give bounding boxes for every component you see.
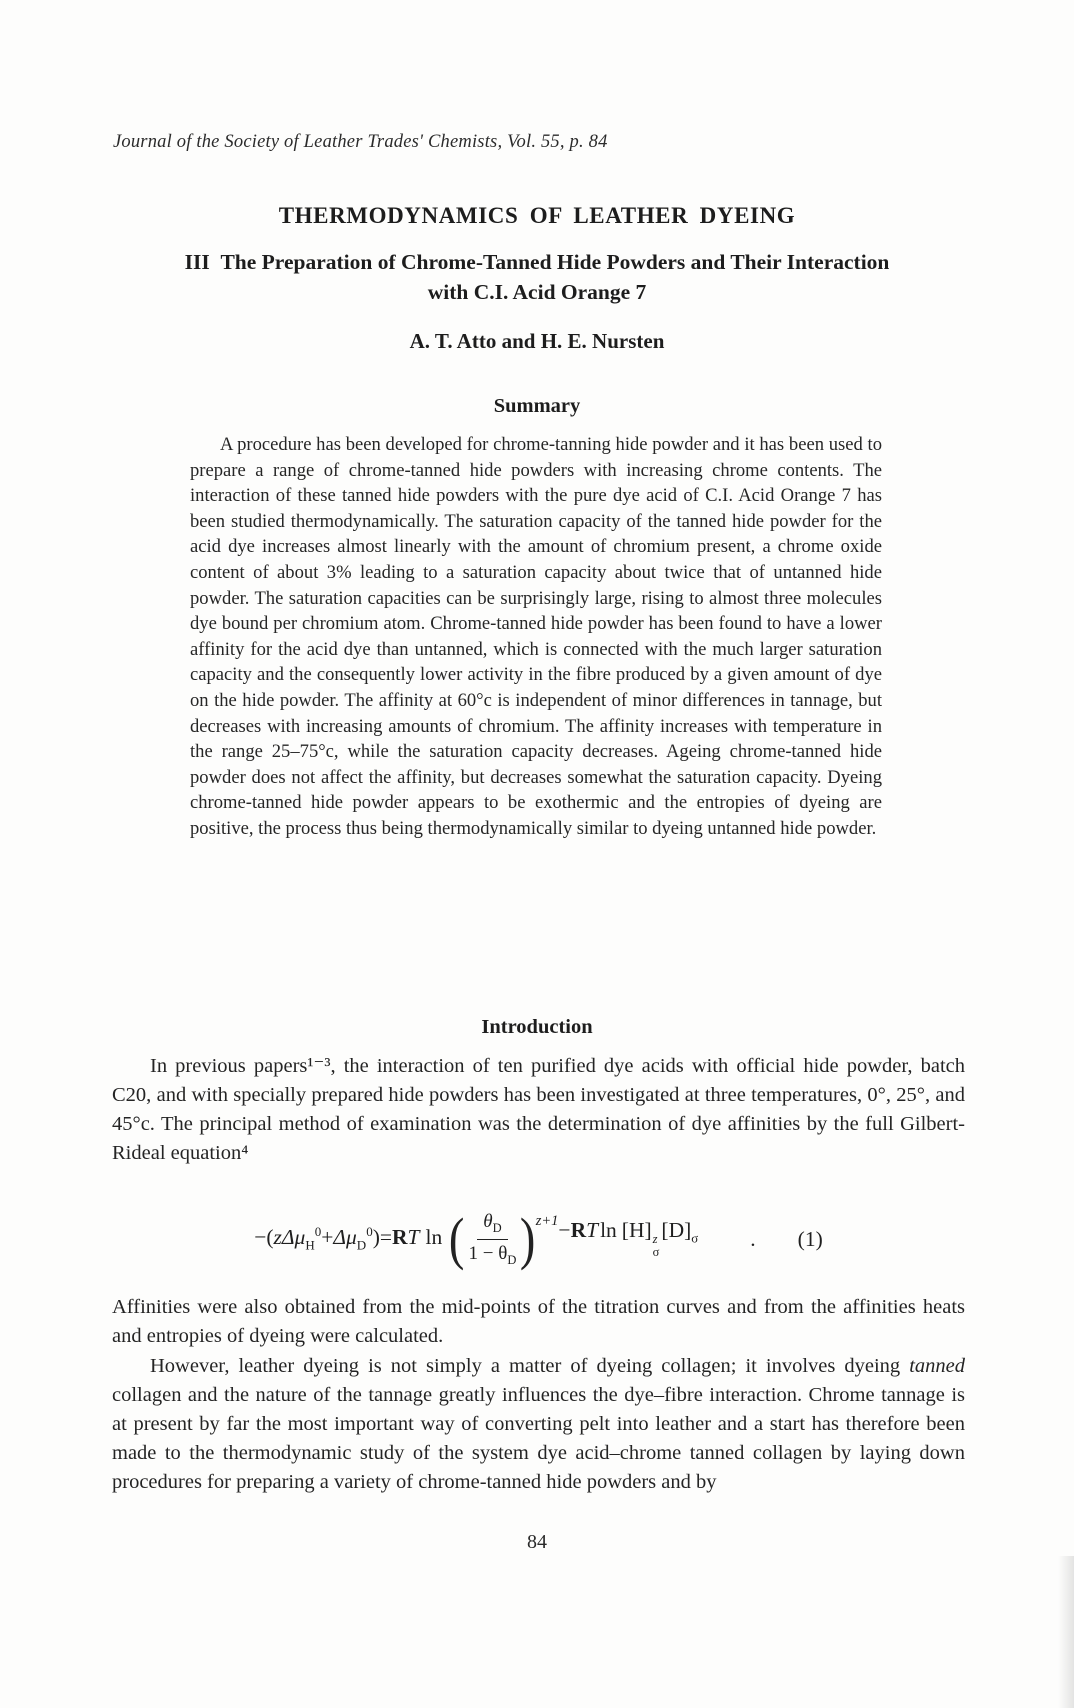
paper-title: THERMODYNAMICS OF LEATHER DYEING bbox=[278, 203, 796, 228]
page-number: 84 bbox=[527, 1531, 547, 1553]
equation-h-supsub: z σ bbox=[652, 1231, 660, 1260]
intro-paragraph-1: In previous papers¹⁻³, the interaction of ten purified dye acids with official hide powder, batch C20, and with specially prepared hide powders has been investigated at three temperatures, 0°, 25°, and 45°c. The principal method of examination was the determination of dye affinities by the full Gilbert-Rideal equation⁴ bbox=[112, 1055, 965, 1164]
equation-close-paren: ) bbox=[520, 1206, 536, 1272]
summary-heading: Summary bbox=[493, 395, 581, 417]
scan-edge-shadow bbox=[1058, 1556, 1074, 1708]
authors: A. T. Atto and H. E. Nursten bbox=[409, 329, 665, 353]
equation-fraction bbox=[469, 1211, 517, 1268]
equation-dot: . bbox=[750, 1226, 756, 1251]
equation-open-paren: ( bbox=[449, 1206, 465, 1272]
running-head: Journal of the Society of Leather Trades' Chemists, Vol. 55, p. 84 bbox=[113, 132, 608, 152]
paragraph-affinities: Affinities were also obtained from the mid-points of the titration curves and from the affinities heats and entropies of dyeing were calculated. bbox=[112, 1296, 965, 1347]
equation-fraction-denominator: $1 - \theta_D$ bbox=[468, 1242, 517, 1267]
summary-body: A procedure has been developed for chrome-tanning hide powder and it has been used to prepare a range of chrome-tanned hide powders with increasing chrome contents. The interaction of these tanned hide powders with the pure dye acid of C.I. Acid Orange 7 has been studied thermodynamically. The saturation capacity of the tanned hide powder for the acid dye increases almost linearly with the amount of chromium present, a chrome oxide content of about 3% leading to a saturation capacity about twice that of untanned hide powder. The saturation capacities can be surprisingly large, rising to almost three molecules dye bound per chromium atom. Chrome-tanned hide powder has been found to have a lower affinity for the acid dye than untanned, which is connected with the much larger saturation capacity and the consequently lower activity in the fibre produced by a given amount of dye on the hide powder. The affinity at 60°c is independent of minor differences in tannage, but decreases with increasing amounts of chromium. The affinity increases with temperature in the range 25–75°c, while the saturation capacity decreases. Ageing chrome-tanned hide powder does not affect the affinity, but decreases somewhat the saturation capacity. Dyeing chrome-tanned hide powder appears to be exothermic and the entropies of dyeing are positive, the process thus being thermodynamically similar to dyeing untanned hide powder. bbox=[190, 434, 882, 839]
equation-exponent: z+1 bbox=[535, 1212, 559, 1229]
paragraph-however: However, leather dyeing is not simply a matter of dyeing collagen; it involves dyeing tanned collagen and the nature of the tannage greatly influences the dye–fibre interaction. Chrome tannage is at present by far the most important way of converting pelt into leather and a start has therefore been made to the thermodynamic study of the system dye acid–chrome tanned collagen by laying down procedures for preparing a variety of chrome-tanned hide powders and by bbox=[112, 1355, 965, 1493]
introduction-heading: Introduction bbox=[481, 1016, 593, 1038]
paper-subtitle: III The Preparation of Chrome-Tanned Hide Powders and Their Interaction with C.I. Acid Orange 7 bbox=[184, 250, 890, 304]
equation-core bbox=[254, 1206, 699, 1272]
equation-rhs: −RTln [H] z σ $[D]_\sigma$ bbox=[558, 1217, 699, 1260]
equation-lhs: $-(z\Delta\mu_H^0+\Delta\mu_D^0)=RT$ ln bbox=[254, 1224, 443, 1253]
equation-fraction-numerator: $\theta_D$ bbox=[477, 1211, 507, 1240]
equation-number: (1) bbox=[797, 1226, 823, 1251]
equation-1 bbox=[112, 1183, 965, 1295]
